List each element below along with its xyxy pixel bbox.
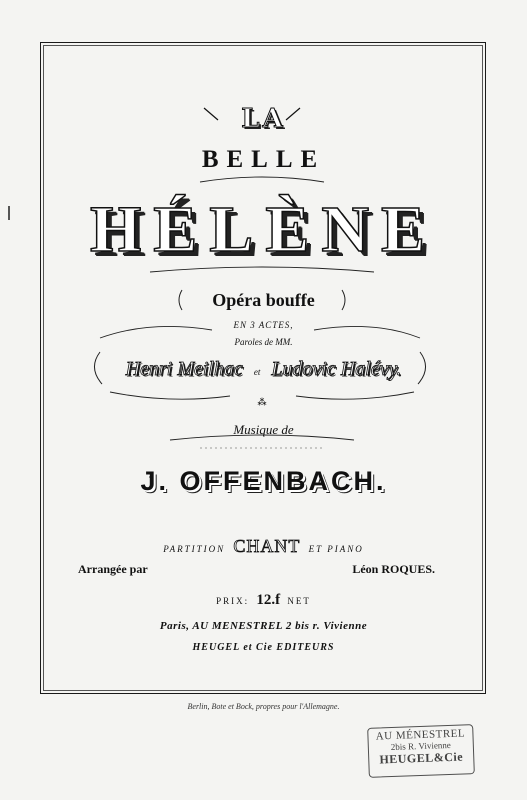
lyricists xyxy=(0,358,527,381)
lyricists-intro: Paroles de MM. xyxy=(234,337,293,347)
footer-note: Berlin, Bote et Bock, propres pour l'Allemagne. xyxy=(187,702,340,711)
price-amount: 12.f xyxy=(256,592,281,608)
publisher: Paris, AU MENESTREL 2 bis r. Vivienne xyxy=(159,620,368,632)
title-name: HÉLÈNE xyxy=(89,193,438,266)
stamp-line-1: AU MÉNESTREL xyxy=(375,727,466,743)
price-net: NET xyxy=(287,596,311,606)
acts: EN 3 ACTES, xyxy=(233,320,294,330)
stamp-line-3: HEUGEL&Cie xyxy=(379,749,464,767)
conjunction: et xyxy=(253,367,261,377)
score-prefix: PARTITION xyxy=(163,544,226,554)
svg-text:⁂: ⁂ xyxy=(257,398,267,408)
price-label: PRIX: xyxy=(216,596,250,606)
lyricist-1: Henri Meilhac xyxy=(125,358,243,380)
composer: J. OFFENBACH. xyxy=(140,466,387,496)
title-adjective: BELLE xyxy=(201,146,326,173)
music-intro: Musique de xyxy=(233,422,294,437)
price-line xyxy=(0,592,527,609)
score-suffix: ET PIANO xyxy=(308,544,364,554)
genre: Opéra bouffe xyxy=(212,290,315,310)
title-article: LA xyxy=(241,104,286,134)
stamp-line-2: 2bis R. Vivienne xyxy=(390,739,451,753)
lyricist-2: Ludovic Halévy. xyxy=(271,358,402,380)
arranger: Léon ROQUES. xyxy=(352,562,435,576)
score-type xyxy=(0,536,527,557)
arranged-by: Arrangée par xyxy=(78,562,148,576)
publisher-stamp xyxy=(367,724,475,778)
score-chant: CHANT xyxy=(233,536,301,556)
editors: HEUGEL et Cie EDITEURS xyxy=(192,642,335,653)
